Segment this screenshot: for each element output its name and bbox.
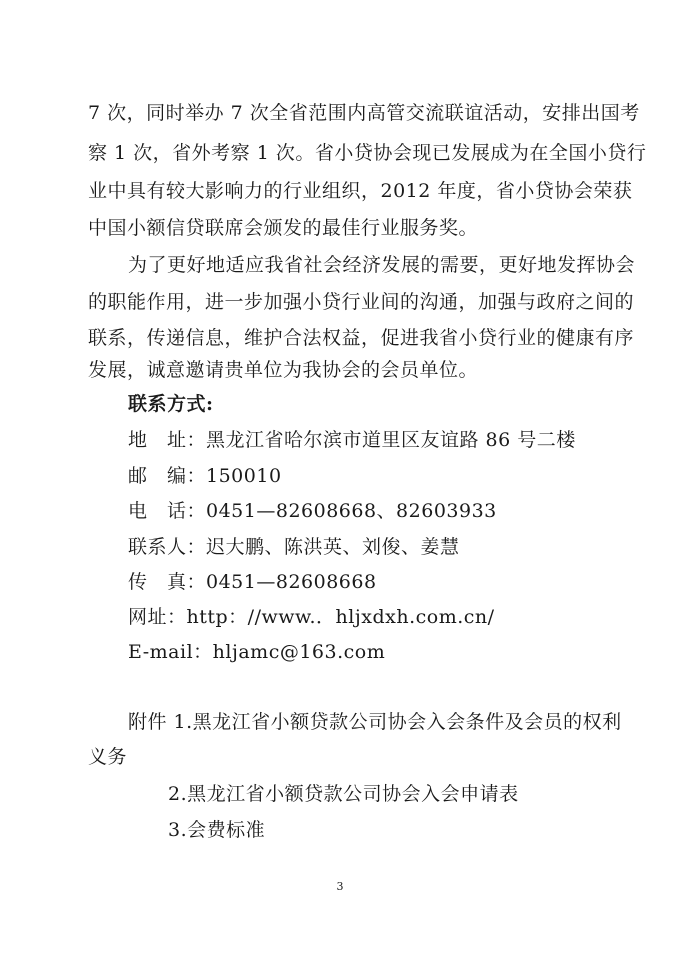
paragraph-1-line-3: 业中具有较大影响力的行业组织，2012 年度，省小贷协会荣获 — [88, 180, 633, 202]
paragraph-1-line-1: 7 次，同时举办 7 次全省范围内高管交流联谊活动，安排出国考 — [88, 102, 640, 124]
contact-persons: 联系人：迟大鹏、陈洪英、刘俊、姜慧 — [128, 536, 460, 558]
contact-heading: 联系方式: — [128, 393, 214, 415]
contact-website: 网址：http：//www.．hljxdxh.com.cn/ — [128, 606, 495, 628]
paragraph-2-line-4: 发展，诚意邀请贵单位为我协会的会员单位。 — [88, 359, 479, 381]
contact-postcode: 邮 编：150010 — [128, 465, 282, 487]
contact-address: 地 址：黑龙江省哈尔滨市道里区友谊路 86 号二楼 — [128, 429, 576, 451]
paragraph-1-line-4: 中国小额信贷联席会颁发的最佳行业服务奖。 — [88, 217, 479, 239]
contact-fax: 传 真：0451—82608668 — [128, 571, 377, 593]
attachment-1-line-1: 附件 1.黑龙江省小额贷款公司协会入会条件及会员的权利 — [128, 711, 622, 733]
paragraph-2-line-3: 联系，传递信息，维护合法权益，促进我省小贷行业的健康有序 — [88, 327, 635, 349]
attachment-2: 2.黑龙江省小额贷款公司协会入会申请表 — [168, 783, 519, 805]
attachment-3: 3.会费标准 — [168, 819, 266, 841]
paragraph-1-line-2: 察 1 次，省外考察 1 次。省小贷协会现已发展成为在全国小贷行 — [88, 142, 647, 164]
paragraph-2-line-1: 为了更好地适应我省社会经济发展的需要，更好地发挥协会 — [128, 254, 636, 276]
contact-email: E-mail：hljamc@163.com — [128, 641, 386, 663]
page-number: 3 — [336, 880, 344, 893]
paragraph-2-line-2: 的职能作用，进一步加强小贷行业间的沟通，加强与政府之间的 — [88, 291, 635, 313]
attachment-1-line-2: 义务 — [88, 746, 128, 768]
contact-phone: 电 话：0451—82608668、82603933 — [128, 500, 497, 522]
